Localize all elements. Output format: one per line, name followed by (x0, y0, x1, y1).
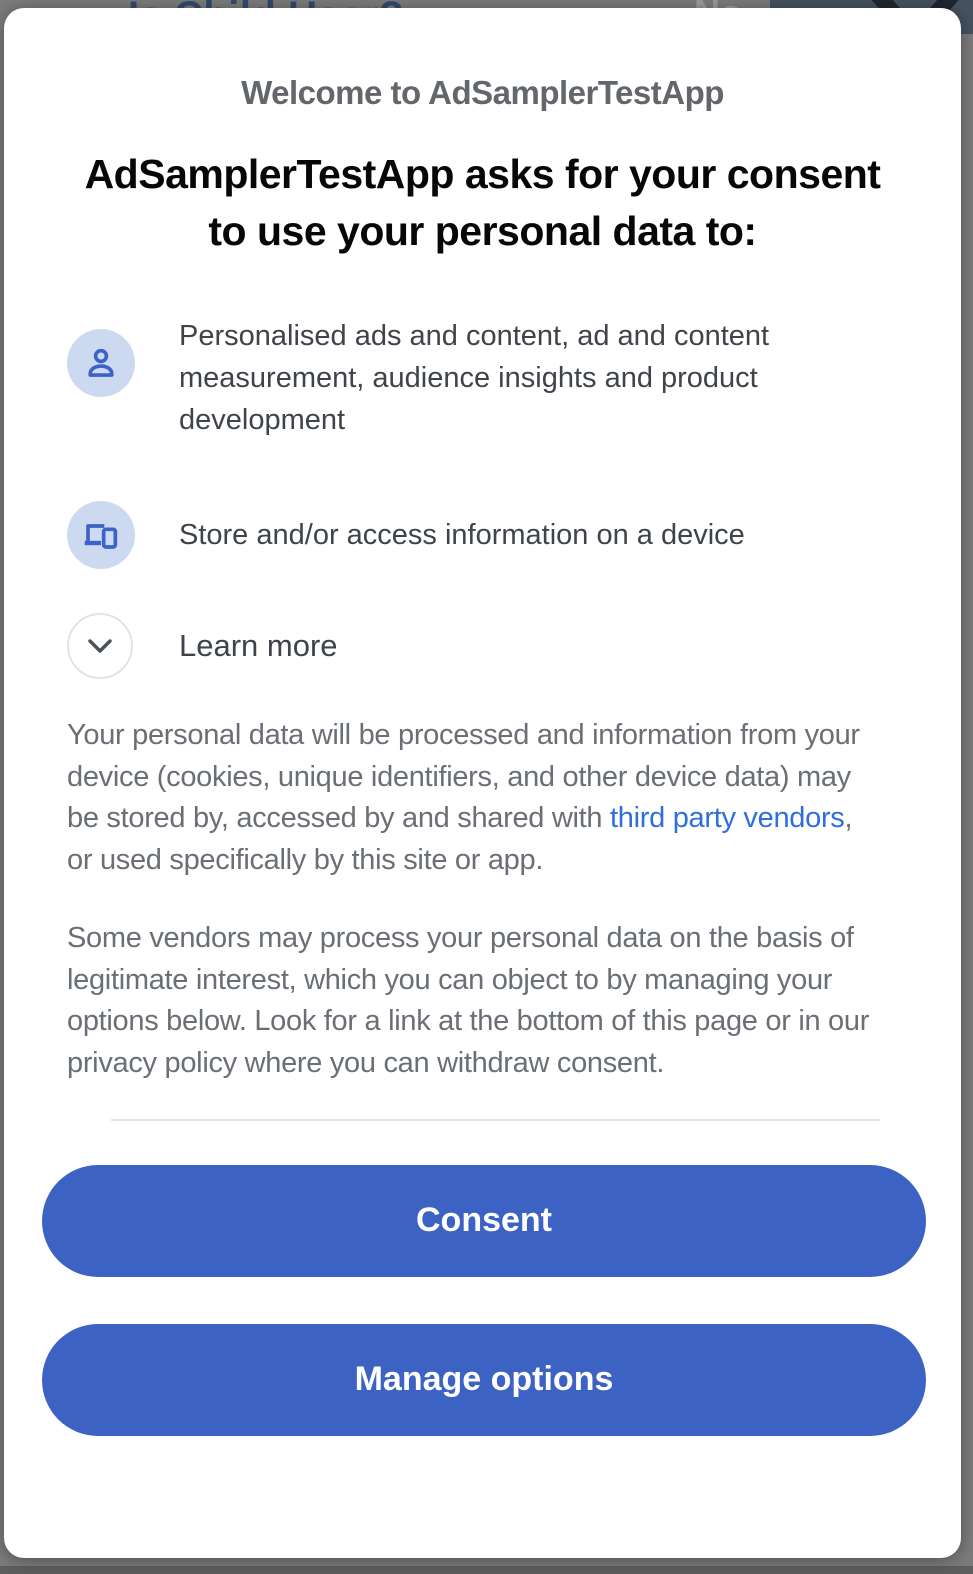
chevron-down-icon[interactable] (67, 613, 133, 679)
dialog-title: Welcome to AdSamplerTestApp (241, 74, 724, 111)
divider (111, 1119, 880, 1121)
paragraph1-before-link: Your personal data will be processed and information from your device (cookies, unique identifiers, and other device data) may be stored by, accessed by and shared with (67, 718, 860, 835)
person-icon (67, 329, 135, 397)
purpose-text-personalised-ads: Personalised ads and content, ad and content measurement, audience insights and product development (179, 319, 770, 436)
purpose-row-personalised-ads (67, 315, 898, 441)
learn-more-toggle[interactable] (67, 613, 898, 679)
consent-dialog (4, 8, 961, 1558)
dimmed-background-bottom (0, 1566, 973, 1574)
privacy-paragraph-2: Some vendors may process your personal data on the basis of legitimate interest, which you can object to by managing your options below. Look for a link at the bottom of this page or in our privacy policy where you can withdraw consent. (67, 921, 870, 1080)
purpose-row-store-access (67, 501, 898, 569)
devices-icon (67, 501, 135, 569)
learn-more-label: Learn more (179, 627, 338, 663)
consent-heading: AdSamplerTestApp asks for your consent to use your personal data to: (84, 151, 881, 255)
privacy-paragraph-1 (67, 715, 883, 882)
manage-options-button[interactable]: Manage options (42, 1324, 926, 1436)
purpose-text-store-access: Store and/or access information on a device (179, 518, 745, 551)
paragraph1-after-link: , or used specifically by this site or app. (67, 802, 853, 877)
third-party-vendors-link[interactable]: third party vendors (610, 802, 845, 835)
consent-button[interactable]: Consent (42, 1165, 926, 1277)
